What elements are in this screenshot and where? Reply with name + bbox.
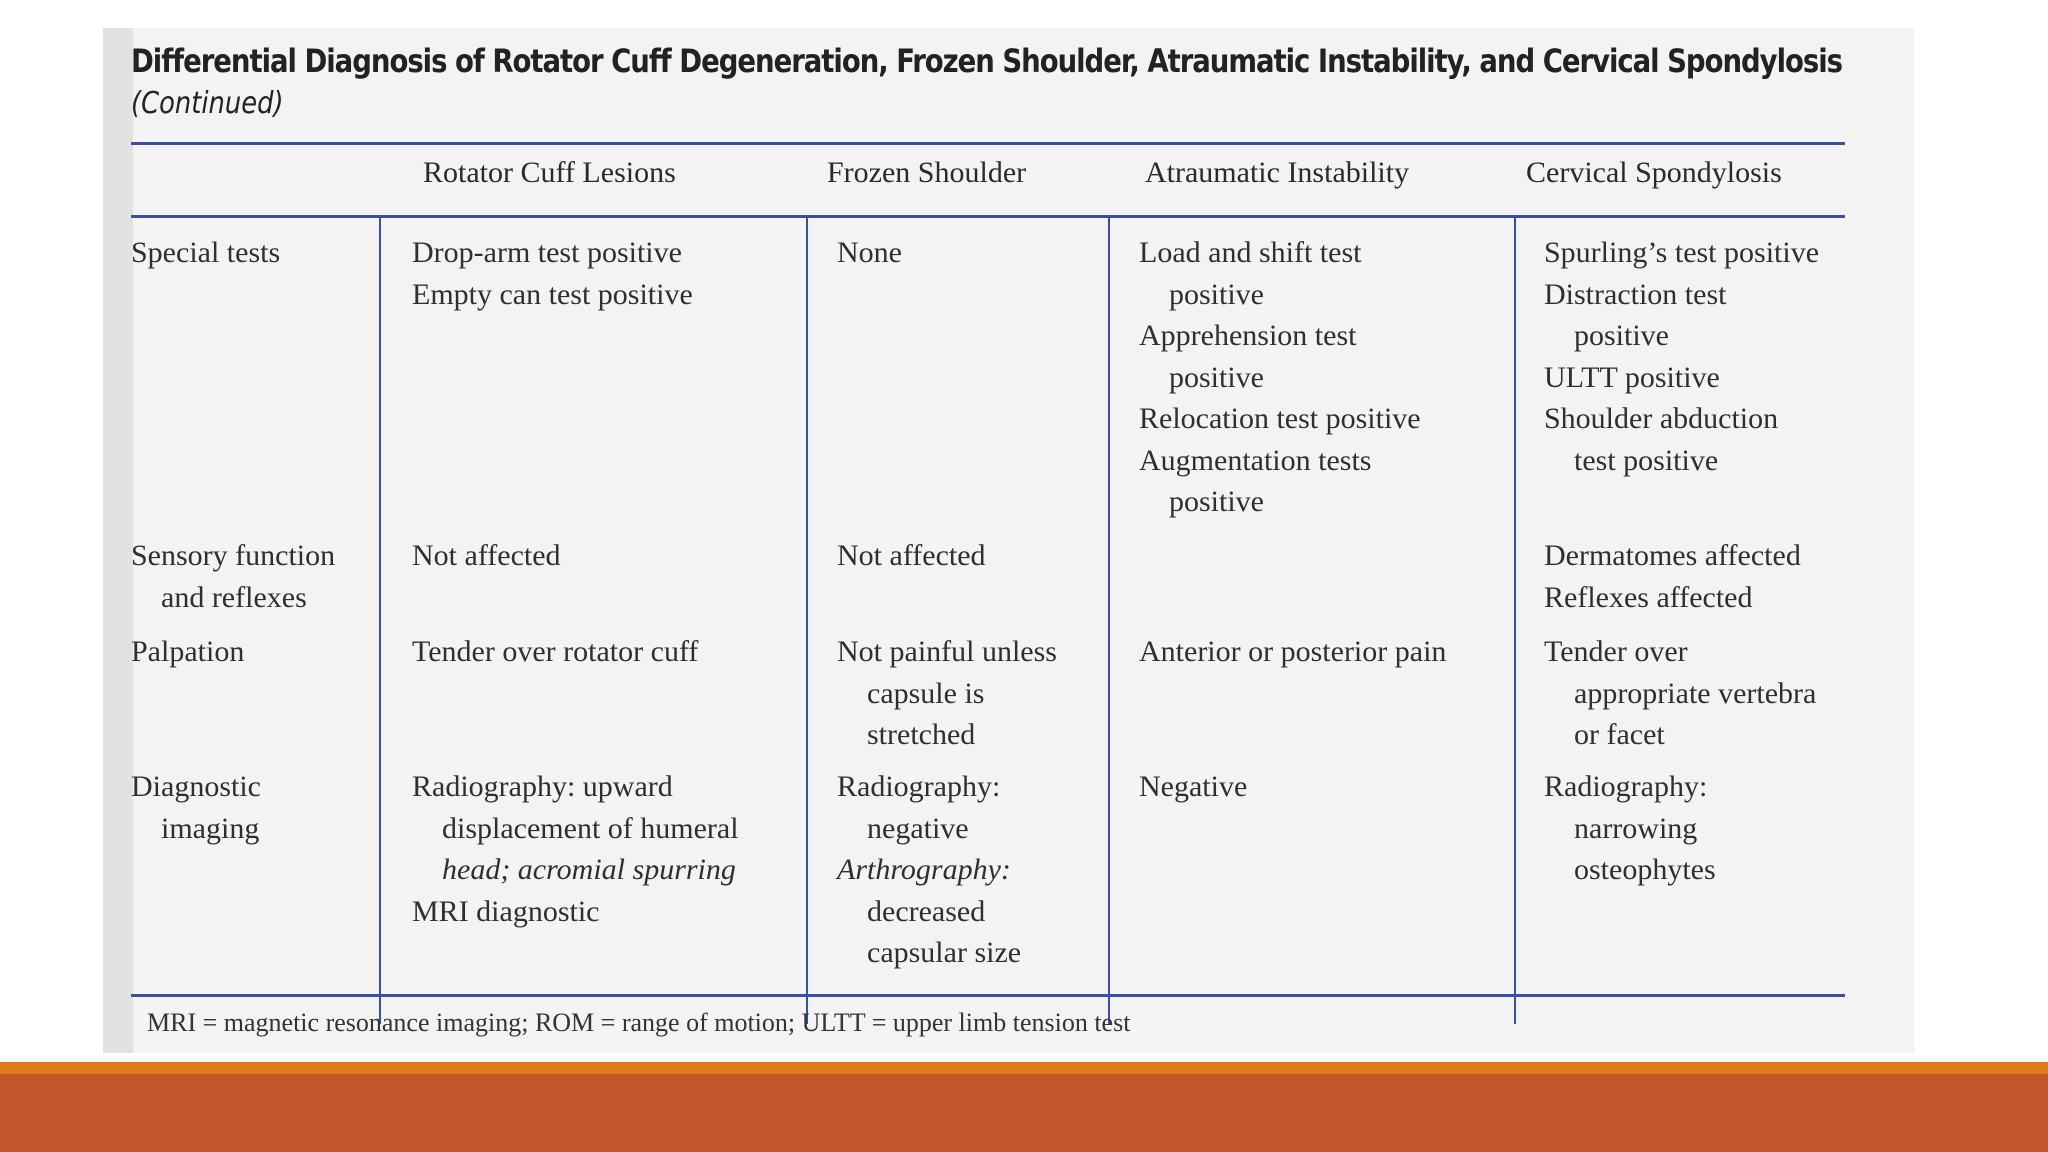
- bottom-rule: [131, 994, 1845, 997]
- cell-line: positive: [1169, 360, 1264, 394]
- header-rule: [131, 215, 1845, 218]
- table-cell: [1544, 766, 1716, 891]
- row-label-line: Diagnostic: [131, 770, 261, 803]
- table-cell: [837, 535, 986, 577]
- table-cell: [1139, 766, 1247, 808]
- column-header: Cervical Spondylosis: [1526, 156, 1782, 189]
- row-label: [131, 232, 280, 274]
- cell-line: positive: [1169, 277, 1264, 311]
- page-gutter-shadow: [103, 28, 133, 1053]
- row-label-line: Special tests: [131, 236, 281, 269]
- cell-line: Reflexes affected: [1544, 580, 1753, 614]
- column-divider: [806, 218, 808, 1024]
- table-cell: [412, 232, 693, 315]
- cell-line: Dermatomes affected: [1544, 539, 1801, 572]
- table-cell: [1544, 535, 1801, 618]
- table-cell: [412, 766, 739, 932]
- cell-line: test positive: [1574, 443, 1719, 477]
- table-cell: [837, 766, 1021, 974]
- table-subtitle: (Continued): [131, 86, 284, 121]
- cell-line: Radiography:: [1544, 770, 1708, 803]
- column-divider: [379, 218, 381, 1024]
- column-divider: [1514, 218, 1516, 1024]
- row-label-line: Palpation: [131, 635, 245, 668]
- cell-line: head; acromial spurring: [442, 853, 736, 886]
- column-divider: [1108, 218, 1110, 1024]
- cell-line: Arthrography:: [837, 853, 1011, 886]
- cell-line: Relocation test positive: [1139, 402, 1421, 435]
- cell-line: positive: [1574, 319, 1669, 352]
- cell-line: Augmentation tests: [1139, 443, 1372, 477]
- table-cell: [1544, 631, 1816, 756]
- cell-line: Tender over: [1544, 635, 1688, 668]
- cell-line: appropriate vertebra: [1574, 676, 1817, 710]
- row-label: [131, 631, 244, 673]
- cell-line: Radiography:: [837, 770, 1001, 803]
- table-title: Differential Diagnosis of Rotator Cuff Degeneration, Frozen Shoulder, Atraumatic Instability, and Cervical Spondylosis: [131, 42, 1842, 80]
- cell-line: Not painful unless: [837, 635, 1057, 668]
- cell-line: Load and shift test: [1139, 236, 1362, 269]
- cell-line: decreased: [867, 894, 986, 928]
- cell-line: Distraction test: [1544, 277, 1727, 311]
- row-label: [131, 766, 261, 849]
- cell-line: Radiography: upward: [412, 770, 673, 803]
- table-cell: [412, 631, 698, 673]
- table-cell: [837, 232, 902, 274]
- accent-stripe: [0, 1062, 2048, 1074]
- cell-line: displacement of humeral: [442, 811, 739, 845]
- cell-line: Shoulder abduction: [1544, 402, 1779, 435]
- cell-line: osteophytes: [1574, 853, 1716, 886]
- column-header: Frozen Shoulder: [827, 156, 1027, 189]
- top-rule: [131, 142, 1845, 145]
- cell-line: Drop-arm test positive: [412, 236, 682, 269]
- cell-line: negative: [867, 811, 969, 845]
- cell-line: Not affected: [837, 539, 986, 572]
- table-cell: [1139, 631, 1446, 673]
- cell-line: MRI diagnostic: [412, 894, 600, 928]
- cell-line: Not affected: [412, 539, 561, 572]
- cell-line: ULTT positive: [1544, 360, 1720, 394]
- table-cell: [1544, 232, 1819, 481]
- cell-line: or facet: [1574, 718, 1665, 751]
- cell-line: Anterior or posterior pain: [1139, 635, 1447, 668]
- row-label-line: Sensory function: [131, 539, 336, 572]
- cell-line: Tender over rotator cuff: [412, 635, 699, 668]
- scanned-table-image: [103, 28, 1914, 1053]
- cell-line: Spurling’s test positive: [1544, 236, 1820, 269]
- cell-line: Apprehension test: [1139, 319, 1357, 352]
- cell-line: positive: [1169, 485, 1264, 518]
- row-label: [131, 535, 335, 618]
- cell-line: stretched: [867, 718, 976, 751]
- table-cell: [837, 631, 1057, 756]
- table-footnote: MRI = magnetic resonance imaging; ROM = range of motion; ULTT = upper limb tension test: [147, 1008, 1131, 1037]
- table-cell: [1139, 232, 1421, 523]
- column-header: Rotator Cuff Lesions: [423, 156, 676, 189]
- row-label-line: and reflexes: [161, 580, 307, 614]
- row-label-line: imaging: [161, 811, 260, 845]
- footer-bar: [0, 1074, 2048, 1152]
- cell-line: capsule is: [867, 676, 985, 710]
- cell-line: narrowing: [1574, 811, 1698, 845]
- cell-line: capsular size: [867, 936, 1022, 969]
- cell-line: Empty can test positive: [412, 277, 693, 311]
- cell-line: None: [837, 236, 902, 269]
- column-header: Atraumatic Instability: [1145, 156, 1410, 189]
- table-cell: [412, 535, 561, 577]
- cell-line: Negative: [1139, 770, 1248, 803]
